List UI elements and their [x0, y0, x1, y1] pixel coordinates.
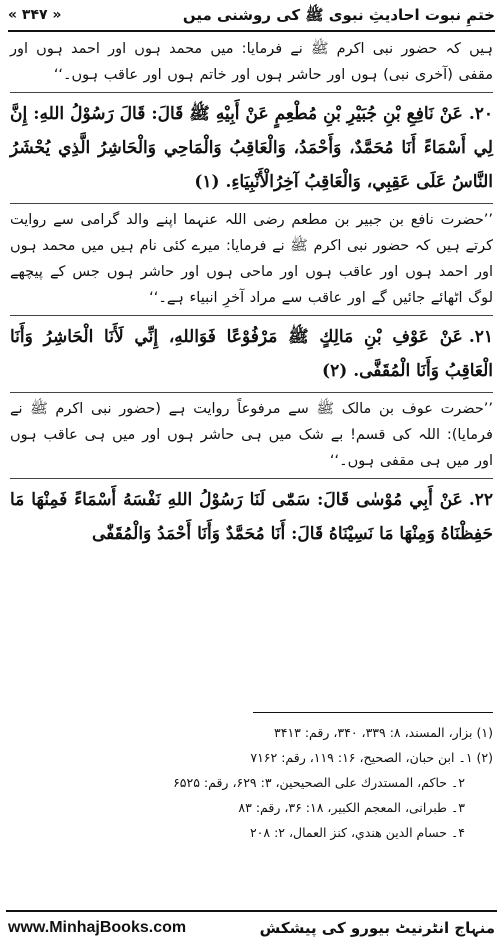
hadith-number: ۲۲. — [468, 490, 493, 510]
footnote-2-ref-2: ۲۔ حاکم، المستدرك علی الصحيحين، ۳: ۶۲۹، رقم: ۶۵۲۵ — [173, 775, 465, 790]
urdu-translation-continued: ہیں کہ حضور نبی اکرم ﷺ نے فرمایا: میں محمد ہوں اور احمد ہوں اور مقفی (آخری نبی) ہوں اور حاشر ہوں اور خاتم ہوں اور عاقب ہوں۔‘‘ — [10, 41, 493, 83]
hadith-text: عَنْ عَوْفِ بْنِ مَالِكٍ ﷺ مَرْفُوْعًا فَوَاللهِ، إِنِّي لَأَنَا الْحَاشِرُ وَأَنَا الْعَاقِبُ وَأَنَا الْمُقَفَّى. (۲) — [10, 327, 493, 381]
footnote-2: (۲) ۱۔ ابن حبان، الصحيح، ۱۶: ۱۱۹، رقم: ۷۱۶۲ — [250, 750, 493, 765]
running-title: ختمِ نبوت احادیثِ نبوی ﷺ کی روشنی میں — [182, 5, 495, 24]
separator — [10, 92, 493, 93]
separator — [10, 203, 493, 204]
separator — [10, 315, 493, 316]
hadith-20-translation: ’’حضرت نافع بن جبیر بن مطعم رضی اللہ عنہما اپنے والد گرامی سے روایت کرتے ہیں کہ حضور نبی اکرم ﷺ نے فرمایا: میرے کئی نام ہیں میں محمد ہوں اور احمد ہوں اور عاقب ہوں اور ماحی ہوں اور حاشر ہوں جس کے پیچھے لوگ اٹھائے جائیں گے اور عاقب سے مراد آخرِ انبیاء ہے۔‘‘ — [10, 212, 493, 306]
website-link[interactable]: www.MinhajBooks.com — [8, 919, 187, 936]
hadith-number: ۲۰. — [468, 104, 493, 124]
separator — [10, 478, 493, 479]
footnote-2-ref-3: ۳۔ طبرانی، المعجم الکبير، ۱۸: ۳۶، رقم: ۸۳ — [238, 800, 465, 815]
hadith-number: ۲۱. — [468, 327, 493, 347]
footnote-2-ref-4: ۴۔ حسام الدين هندي، کنز العمال، ۲: ۲۰۸ — [249, 825, 465, 840]
hadith-20-arabic — [10, 97, 493, 199]
hadith-text: عَنْ نَافِعِ بْنِ جُبَيْرِ بْنِ مُطْعِمٍ عَنْ أَبِيْهِ ﷺ قَالَ: قَالَ رَسُوْلُ اللهِ: إِنَّ لِي أَسْمَاءً أَنَا مُحَمَّدٌ، وَأَحْمَدُ، وَالْعَاقِبُ وَالْمَاحِي وَالْحَاشِرُ الَّذِي يُحْشَرُ النَّاسُ عَلَى عَقِبِي، وَالْعَاقِبُ آخِرُالْأَنْبِيَاءِ. (۱) — [10, 104, 493, 192]
publisher-credit: منہاج انٹرنیٹ بیورو کی پیشکش — [259, 919, 495, 937]
hadith-21-translation: ’’حضرت عوف بن مالک ﷺ سے مرفوعاً روایت ہے (حضور نبی اکرم ﷺ نے فرمایا): اللہ کی قسم! بے شک میں ہی حاشر ہوں اور میں ہی عاقب ہوں اور میں ہی مقفی ہوں۔‘‘ — [10, 401, 493, 469]
hadith-22-arabic — [10, 483, 493, 551]
footnote-1: (۱) بزار، المسند، ۸: ۳۳۹، ۳۴۰، رقم: ۳۴۱۳ — [274, 725, 493, 740]
footnote-rule — [253, 712, 493, 713]
footer-rule — [6, 910, 497, 912]
page-number: « ۳۴۷ » — [8, 7, 62, 23]
separator — [10, 392, 493, 393]
header-rule — [8, 30, 495, 32]
hadith-21-arabic — [10, 320, 493, 388]
footnotes — [10, 720, 493, 845]
page-body — [10, 36, 493, 555]
page-footer — [8, 914, 495, 942]
page-header — [8, 2, 495, 28]
hadith-text: عَنْ أَبِي مُوْسٰى قَالَ: سَمّٰى لَنَا رَسُوْلُ اللهِ نَفْسَهُ أَسْمَاءً فَمِنْهَا مَا حَفِظْنَاهُ وَمِنْهَا مَا نَسِيْنَاهُ قَالَ: أَنَا مُحَمَّدٌ وَأَنَا أَحْمَدُ وَالْمُقَفّٰى — [10, 490, 493, 544]
